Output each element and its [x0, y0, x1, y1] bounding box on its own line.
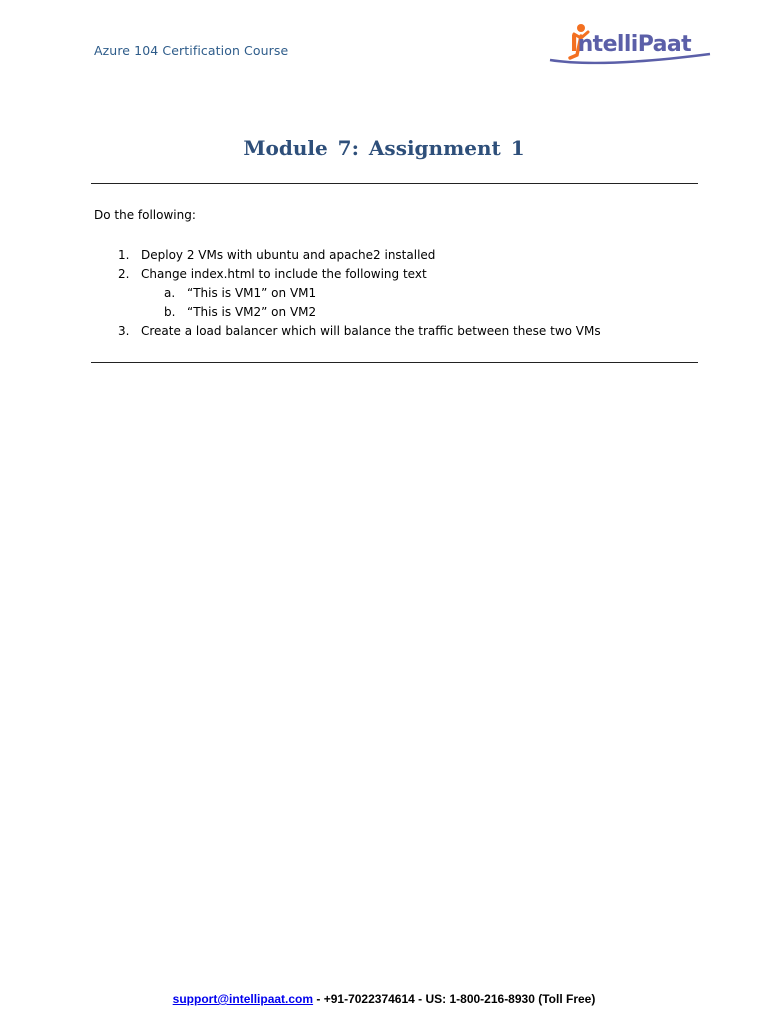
list-marker: 2. [118, 267, 130, 281]
bottom-divider [91, 362, 698, 363]
intellipaat-logo [548, 22, 714, 68]
list-item-text: Create a load balancer which will balance the traffic between these two VMs [141, 324, 601, 338]
list-marker: 3. [118, 324, 130, 338]
top-divider [91, 183, 698, 184]
list-marker: 1. [118, 248, 130, 262]
sub-list-item-text: “This is VM1” on VM1 [187, 286, 317, 300]
intro-text: Do the following: [94, 208, 196, 222]
support-email-link[interactable]: support@intellipaat.com [172, 992, 314, 1006]
sub-list-marker: b. [164, 305, 176, 319]
logo-wordmark [570, 31, 691, 59]
page-title: Module 7: Assignment 1 [243, 136, 525, 160]
sub-list-marker: a. [164, 286, 176, 300]
list-item-text: Deploy 2 VMs with ubuntu and apache2 installed [141, 248, 436, 262]
footer-contact-text: - +91-7022374614 - US: 1-800-216-8930 (Toll Free) [313, 992, 596, 1006]
course-name: Azure 104 Certification Course [94, 43, 289, 58]
logo-wordmark-initial: I [570, 32, 578, 57]
list-item-text: Change index.html to include the following text [141, 267, 427, 281]
logo-wordmark-rest: ntelliPaat [577, 32, 692, 57]
sub-list-item-text: “This is VM2” on VM2 [187, 305, 317, 319]
footer [0, 992, 768, 1006]
